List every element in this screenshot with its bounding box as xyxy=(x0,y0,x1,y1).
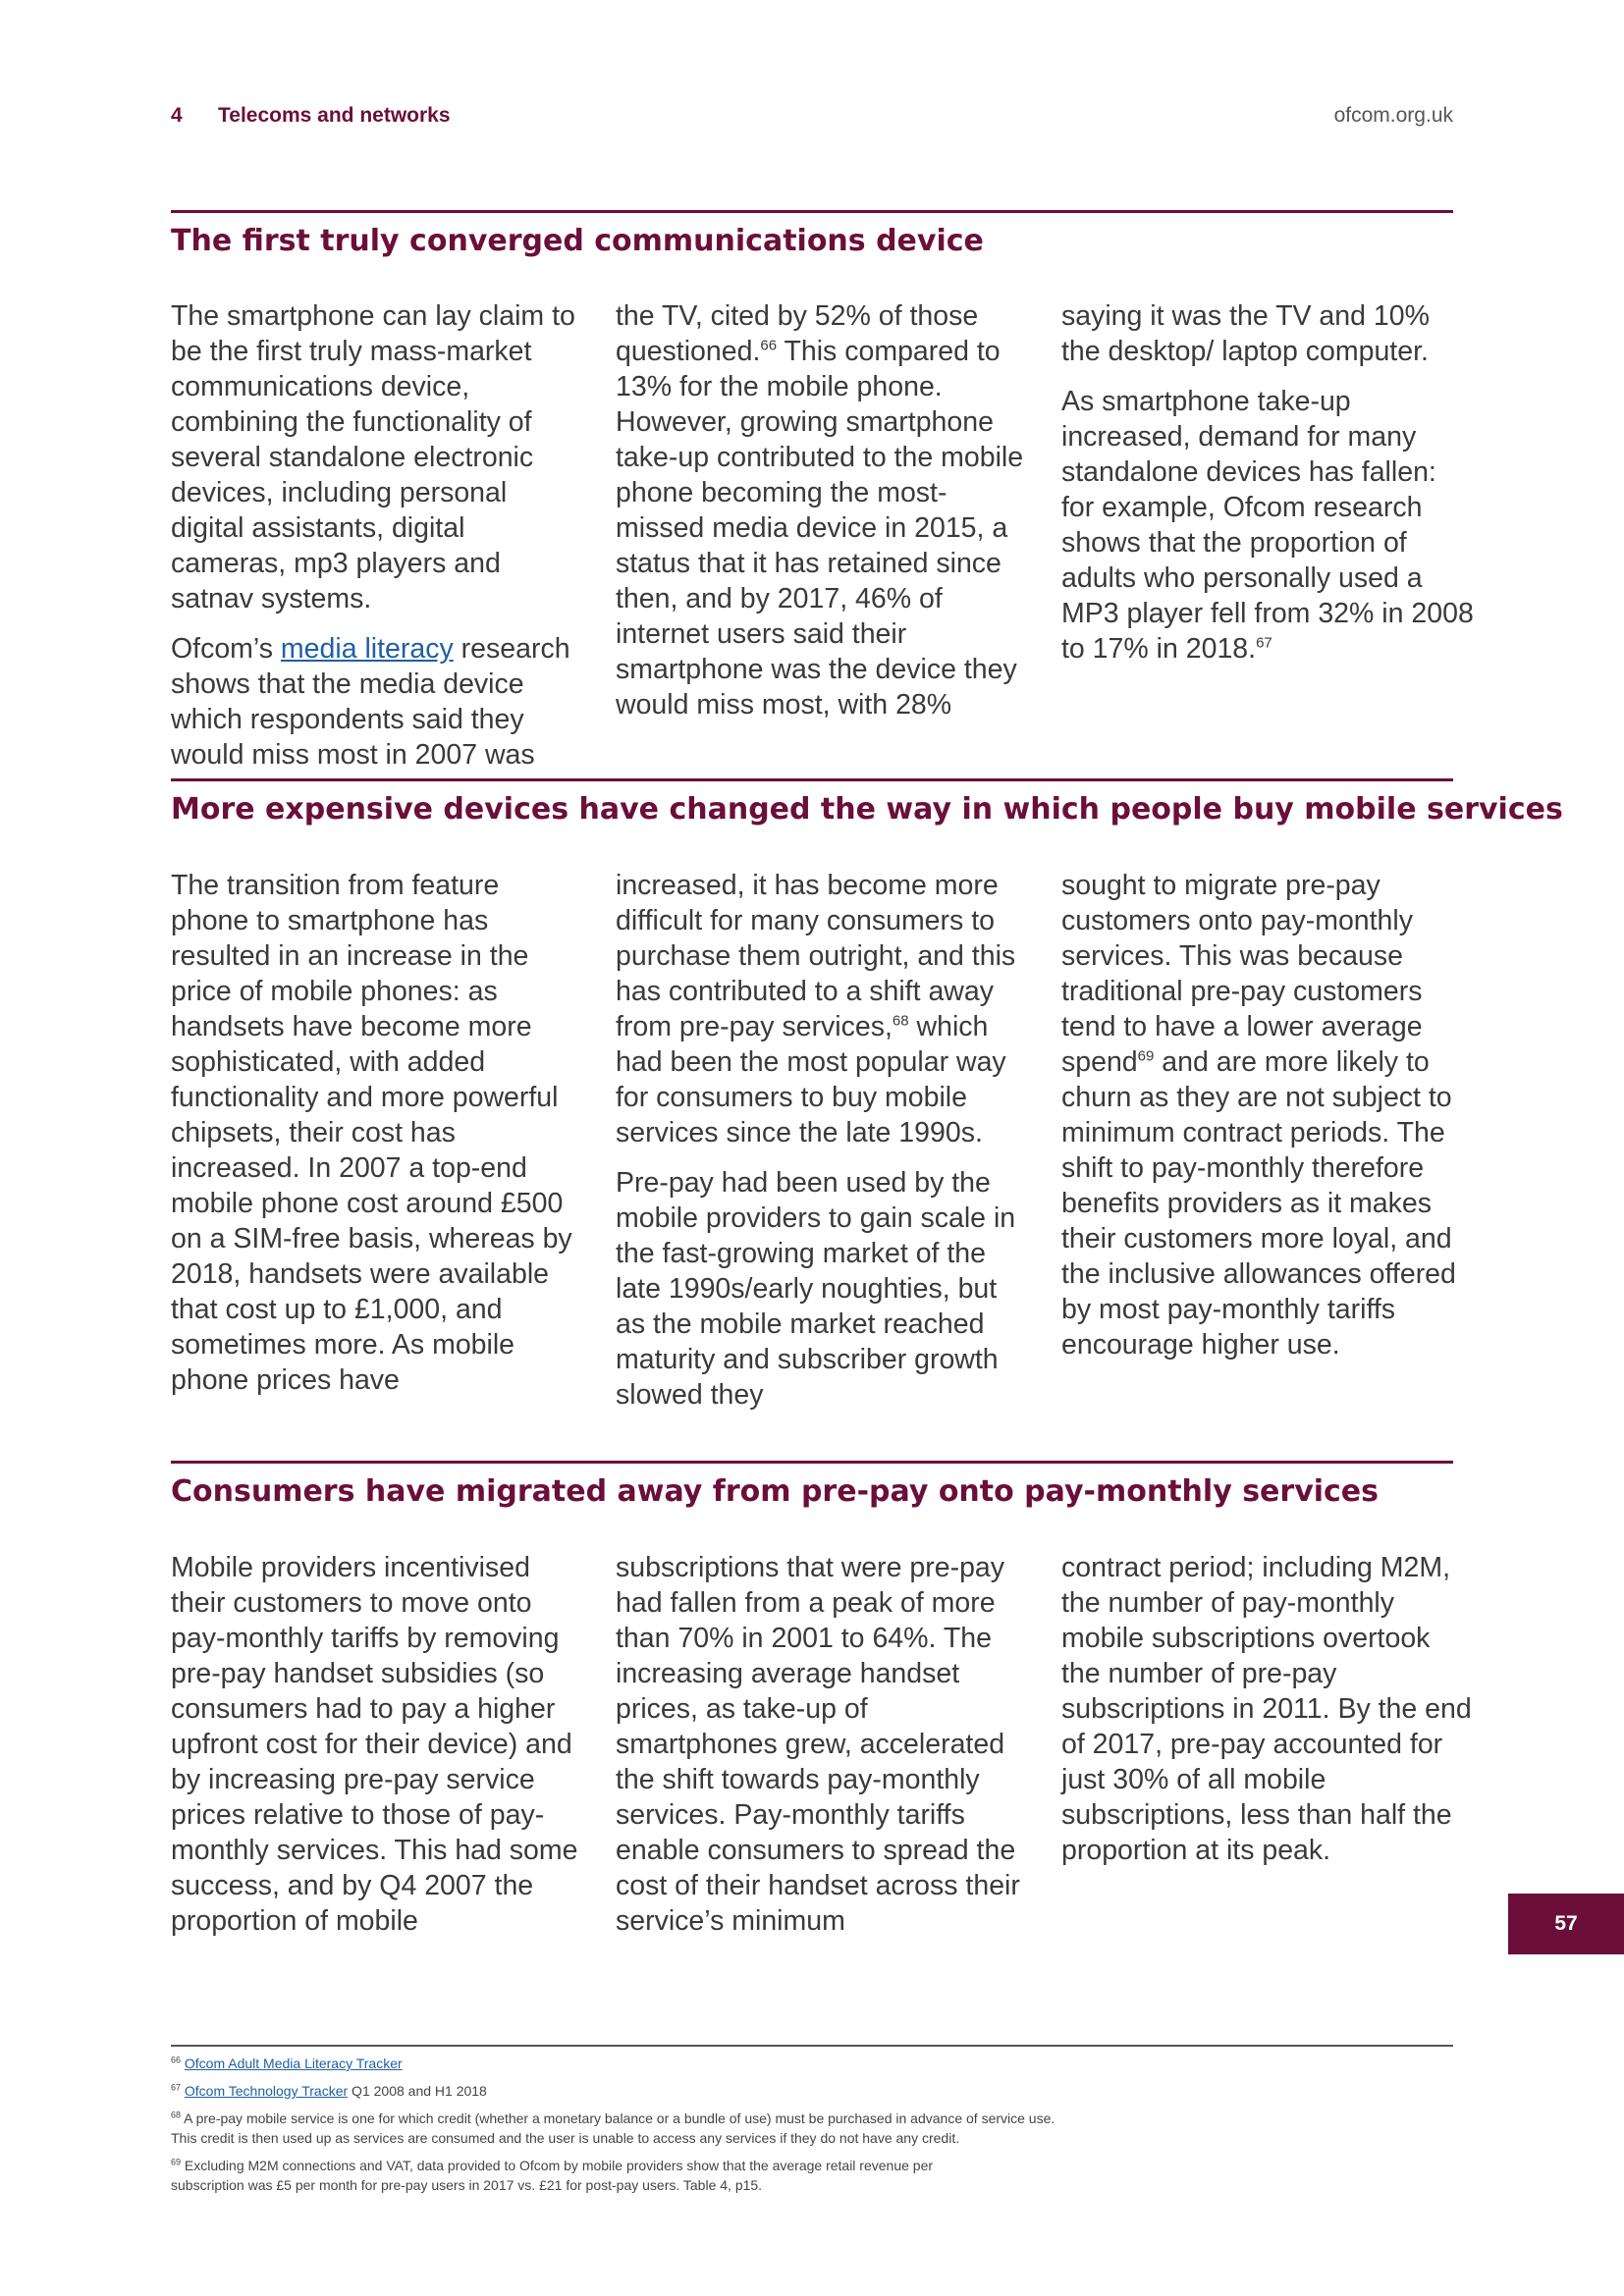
paragraph: increased, it has become more difficult for many consumers to purchase them outright, and this has contributed to a shift away from pre-pay services,$^{68}$ which had been the most popular way for consumers to buy mobile services since the late 1990s. xyxy=(616,870,1016,1148)
paragraph: sought to migrate pre-pay customers onto pay-monthly services. This was because traditional pre-pay customers tend to have a lower average spend$^{69}$ and are more likely to churn as they are not subject to minimum contract periods. The shift to pay-monthly therefore benefits providers as it makes their customers more loyal, and the inclusive allowances offered by most pay-monthly tariffs encourage higher use. xyxy=(1061,870,1456,1361)
paragraph: the TV, cited by 52% of those questioned.$^{66}$ This compared to 13% for the mobile phone. However, growing smartphone take-up contributed to the mobile phone becoming the most-missed media device in 2015, a status that it has retained since then, and by 2017, 46% of internet users said their smartphone was the device they would miss most, with 28% xyxy=(616,300,1024,721)
column-1 xyxy=(171,868,583,1413)
column-3 xyxy=(1061,298,1474,681)
paragraph: Ofcom’s media literacy research shows that the media device which respondents said they would miss most in 2007 was xyxy=(171,633,570,771)
footnote-ref: 69 xyxy=(1137,1047,1155,1065)
section-rule xyxy=(171,778,1453,781)
page-header xyxy=(171,104,1453,133)
section-rule xyxy=(171,1461,1453,1464)
chapter-title: Telecoms and networks xyxy=(218,104,451,127)
footnote-67: $^{67}$ Ofcom Technology Tracker Q1 2008 and H1 2018 xyxy=(171,2082,487,2099)
footnotes xyxy=(171,2054,1453,2203)
column-2 xyxy=(616,298,1028,737)
footnote-68: $^{68}$ A pre-pay mobile service is one for which credit (whether a monetary balance or a bundle of use) must be purchased in advance of service use. This credit is then used up as services are consumed and the user is unable to access any services if they do not have any credit. xyxy=(171,2109,1056,2146)
section-rule xyxy=(171,210,1453,213)
paragraph: The smartphone can lay claim to be the first truly mass-market communications device, combining the functionality of several standalone electronic devices, including personal digital assistants, digital cameras, mp3 players and satnav systems. xyxy=(171,300,575,614)
footnote-rule xyxy=(171,2045,1453,2047)
column-2 xyxy=(616,868,1028,1427)
column-1 xyxy=(171,1550,583,1953)
column-1 xyxy=(171,298,583,787)
paragraph: Pre-pay had been used by the mobile providers to gain scale in the fast-growing market of the late 1990s/early noughties, but as the mobile market reached maturity and subscriber growth slowed they xyxy=(616,1167,1016,1411)
paragraph: The transition from feature phone to smartphone has resulted in an increase in the price of mobile phones: as handsets have become more sophisticated, with added functionality and more powerful chipsets, their cost has increased. In 2007 a top-end mobile phone cost around £500 on a SIM-free basis, whereas by 2018, handsets were available that cost up to £1,000, and sometimes more. As mobile phone prices have xyxy=(171,870,572,1396)
footnote-66: $^{66}$ Ofcom Adult Media Literacy Tracker xyxy=(171,2055,403,2071)
footnote-ref: 67 xyxy=(1256,634,1272,652)
paragraph: subscriptions that were pre-pay had fallen from a peak of more than 70% in 2001 to 64%. The increasing average handset prices, as take-up of smartphones grew, accelerated the shift towards pay-monthly services. Pay-monthly tariffs enable consumers to spread the cost of their handset across their service’s minimum xyxy=(616,1552,1020,1937)
adult-media-literacy-tracker-link[interactable]: Ofcom Adult Media Literacy Tracker xyxy=(184,2056,403,2071)
paragraph: saying it was the TV and 10% the desktop/ laptop computer. xyxy=(1061,300,1430,367)
technology-tracker-link[interactable]: Ofcom Technology Tracker xyxy=(184,2083,349,2099)
paragraph: contract period; including M2M, the number of pay-monthly mobile subscriptions overtook the number of pre-pay subscriptions in 2011. By the end of 2017, pre-pay accounted for just 30% of all mobile subscriptions, less than half the proportion at its peak. xyxy=(1061,1552,1472,1866)
column-3 xyxy=(1061,868,1474,1377)
paragraph: Mobile providers incentivised their customers to move onto pay-monthly tariffs by removing pre-pay handset subsidies (so consumers had to pay a higher upfront cost for their device) and by increasing pre-pay service prices relative to those of pay-monthly services. This had some success, and by Q4 2007 the proportion of mobile xyxy=(171,1552,578,1937)
footnote-ref: 68 xyxy=(892,1012,909,1030)
site-url: ofcom.org.uk xyxy=(1333,104,1453,127)
media-literacy-link[interactable]: media literacy xyxy=(280,633,454,665)
footnote-69: $^{69}$ Excluding M2M connections and VAT, data provided to Ofcom by mobile providers show that the average retail revenue per subscription was £5 per month for pre-pay users in 2017 vs. £21 for post-pay users. Table 4, p15. xyxy=(171,2157,934,2193)
chapter-number: 4 xyxy=(171,104,183,127)
paragraph: As smartphone take-up increased, demand for many standalone devices has fallen: for example, Ofcom research shows that the proportion of adults who personally used a MP3 player fell from 32% in 2008 to 17% in 2018.67 xyxy=(1061,386,1474,665)
column-3 xyxy=(1061,1550,1474,1883)
footnote-ref: 66 xyxy=(760,337,778,354)
section-heading: More expensive devices have changed the way in which people buy mobile services xyxy=(171,792,1563,827)
section-heading: Consumers have migrated away from pre-pay onto pay-monthly services xyxy=(171,1474,1380,1509)
page-number-tab: 57 xyxy=(1508,1894,1624,1954)
column-2 xyxy=(616,1550,1028,1953)
section-heading: The first truly converged communications device xyxy=(171,224,984,258)
